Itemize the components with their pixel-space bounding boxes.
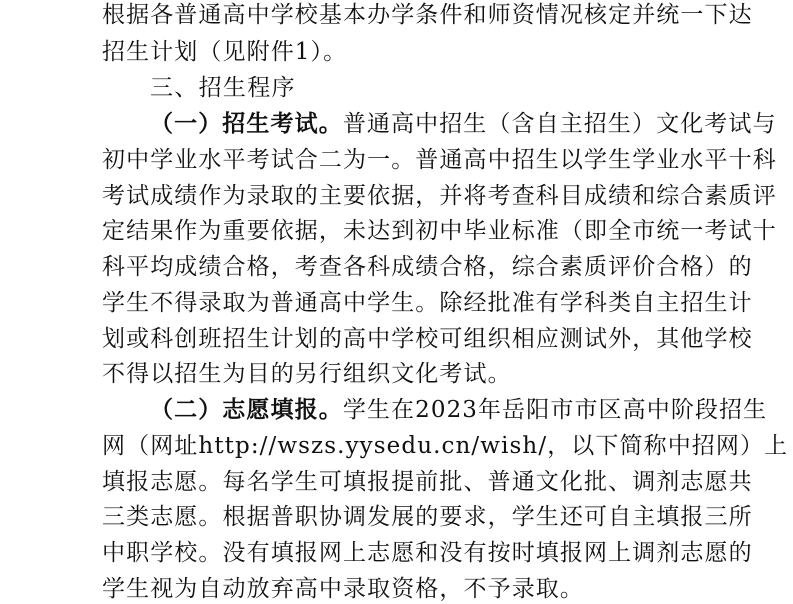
body-line: 初中学业水平考试合二为一。普通高中招生以学生学业水平十科: [102, 147, 777, 173]
paragraph-first-line: [150, 395, 767, 425]
body-line: 不得以招生为目的另行组织文化考试。: [102, 361, 512, 387]
body-line: 学生视为自动放弃高中录取资格，不予录取。: [102, 576, 584, 602]
body-line: 根据各普通高中学校基本办学条件和师资情况核定并统一下达: [102, 2, 753, 28]
body-line: 填报志愿。每名学生可填报提前批、普通文化批、调剂志愿共: [102, 469, 753, 495]
paragraph-first-line: [150, 109, 777, 139]
paragraph-text: 普通高中招生（含自主招生）文化考试与: [342, 111, 777, 137]
body-line: 定结果作为重要依据，未达到初中毕业标准（即全市统一考试十: [102, 218, 777, 244]
body-line: 中职学校。没有填报网上志愿和没有按时填报网上调剂志愿的: [102, 540, 753, 566]
body-line: 三类志愿。根据普职协调发展的要求，学生还可自主填报三所: [102, 504, 753, 530]
body-line: 网（网址http://wszs.yysedu.cn/wish/，以下简称中招网）上: [102, 433, 789, 459]
body-line: 学生不得录取为普通高中学生。除经批准有学科类自主招生计: [102, 290, 753, 316]
body-line: 考试成绩作为录取的主要依据，并将考查科目成绩和综合素质评: [102, 183, 777, 209]
subsection-title: （一）招生考试。: [150, 110, 343, 137]
body-line: 划或科创班招生计划的高中学校可组织相应测试外，其他学校: [102, 326, 753, 352]
subsection-title: （二）志愿填报。: [150, 396, 343, 423]
body-line: 科平均成绩合格，考查各科成绩合格，综合素质评价合格）的: [102, 254, 753, 280]
paragraph-text: 学生在2023年岳阳市市区高中阶段招生: [342, 397, 768, 423]
section-heading: 三、招生程序: [150, 75, 296, 101]
body-line: 招生计划（见附件1）。: [102, 39, 348, 65]
